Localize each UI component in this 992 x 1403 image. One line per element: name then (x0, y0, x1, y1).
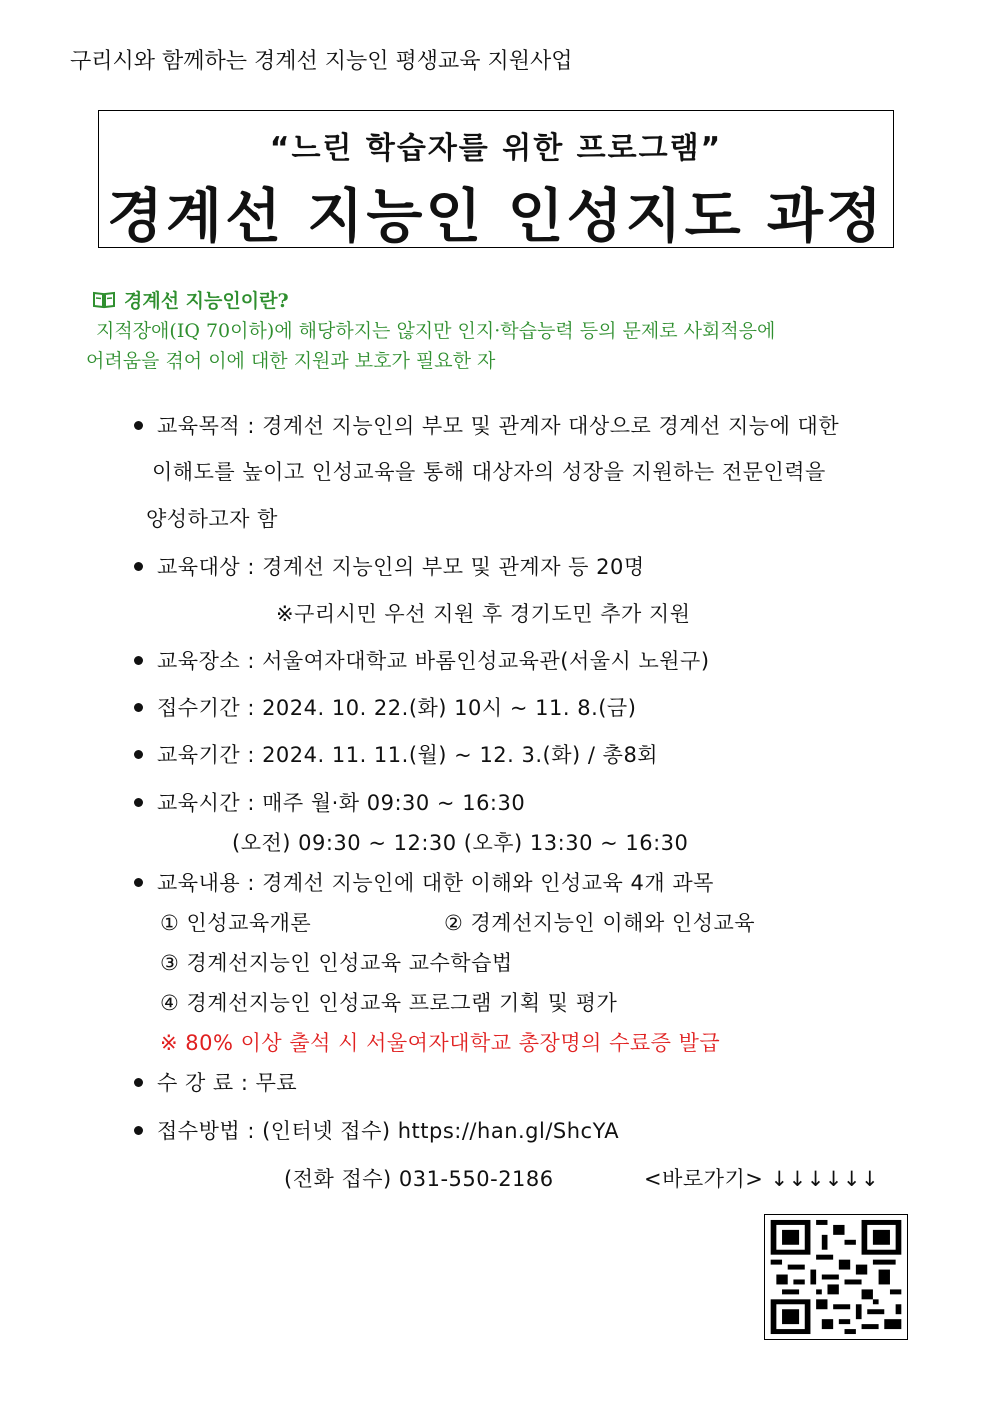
course-4: ④ 경계선지능인 인성교육 프로그램 기획 및 평가 (160, 991, 618, 1015)
bullet-icon (134, 1078, 143, 1087)
purpose-item: 교육목적 : 경계선 지능인의 부모 및 관계자 대상으로 경계선 지능에 대한 (134, 410, 839, 440)
qr-code-icon (765, 1215, 907, 1339)
edu-period-item: 교육기간 : 2024. 11. 11.(월) ~ 12. 3.(화) / 총8회 (134, 739, 658, 769)
bullet-icon (134, 562, 143, 571)
target-note: ※구리시민 우선 지원 후 경기도민 추가 지원 (276, 602, 691, 626)
title-main: 경계선 지능인 인성지도 과정 (107, 182, 885, 250)
bullet-icon (134, 798, 143, 807)
definition-heading: 경계선 지능인이란? (124, 290, 289, 312)
title-box (98, 110, 894, 248)
apply-method-item[interactable]: 접수방법 : (인터넷 접수) https://han.gl/ShcYA (134, 1115, 619, 1145)
book-icon (92, 291, 116, 309)
shortcut-label: <바로가기> ↓↓↓↓↓↓ (644, 1167, 880, 1191)
certificate-notice: ※ 80% 이상 출석 시 서울여자대학교 총장명의 수료증 발급 (160, 1031, 721, 1055)
qr-code[interactable] (764, 1214, 908, 1340)
course-2: ② 경계선지능인 이해와 인성교육 (444, 911, 756, 935)
content-item: 교육내용 : 경계선 지능인에 대한 이해와 인성교육 4개 과목 (134, 867, 714, 897)
target-item: 교육대상 : 경계선 지능인의 부모 및 관계자 등 20명 (134, 551, 645, 581)
course-3: ③ 경계선지능인 인성교육 교수학습법 (160, 951, 513, 975)
definition-text-2: 어려움을 겪어 이에 대한 지원과 보호가 필요한 자 (86, 350, 496, 372)
purpose-line-3: 양성하고자 함 (146, 507, 278, 531)
fee-item: 수 강 료 : 무료 (134, 1067, 297, 1097)
place-item: 교육장소 : 서울여자대학교 바롬인성교육관(서울시 노원구) (134, 645, 710, 675)
bullet-icon (134, 878, 143, 887)
definition-heading-row (92, 286, 289, 313)
purpose-line-2: 이해도를 높이고 인성교육을 통해 대상자의 성장을 지원하는 전문인력을 (152, 460, 826, 484)
header-line: 구리시와 함께하는 경계선 지능인 평생교육 지원사업 (70, 49, 573, 74)
course-1: ① 인성교육개론 (160, 911, 312, 935)
bullet-icon (134, 750, 143, 759)
phone-apply: (전화 접수) 031-550-2186 (284, 1167, 554, 1191)
apply-period-item: 접수기간 : 2024. 10. 22.(화) 10시 ~ 11. 8.(금) (134, 692, 636, 722)
bullet-icon (134, 421, 143, 430)
bullet-icon (134, 703, 143, 712)
edu-time-item: 교육시간 : 매주 월·화 09:30 ~ 16:30 (134, 787, 525, 817)
title-subtitle: “느린 학습자를 위한 프로그램” (269, 131, 723, 166)
bullet-icon (134, 1126, 143, 1135)
bullet-icon (134, 656, 143, 665)
edu-time-detail: (오전) 09:30 ~ 12:30 (오후) 13:30 ~ 16:30 (232, 831, 689, 855)
definition-text-1: 지적장애(IQ 70이하)에 해당하지는 않지만 인지·학습능력 등의 문제로 사회적응에 (96, 320, 776, 342)
